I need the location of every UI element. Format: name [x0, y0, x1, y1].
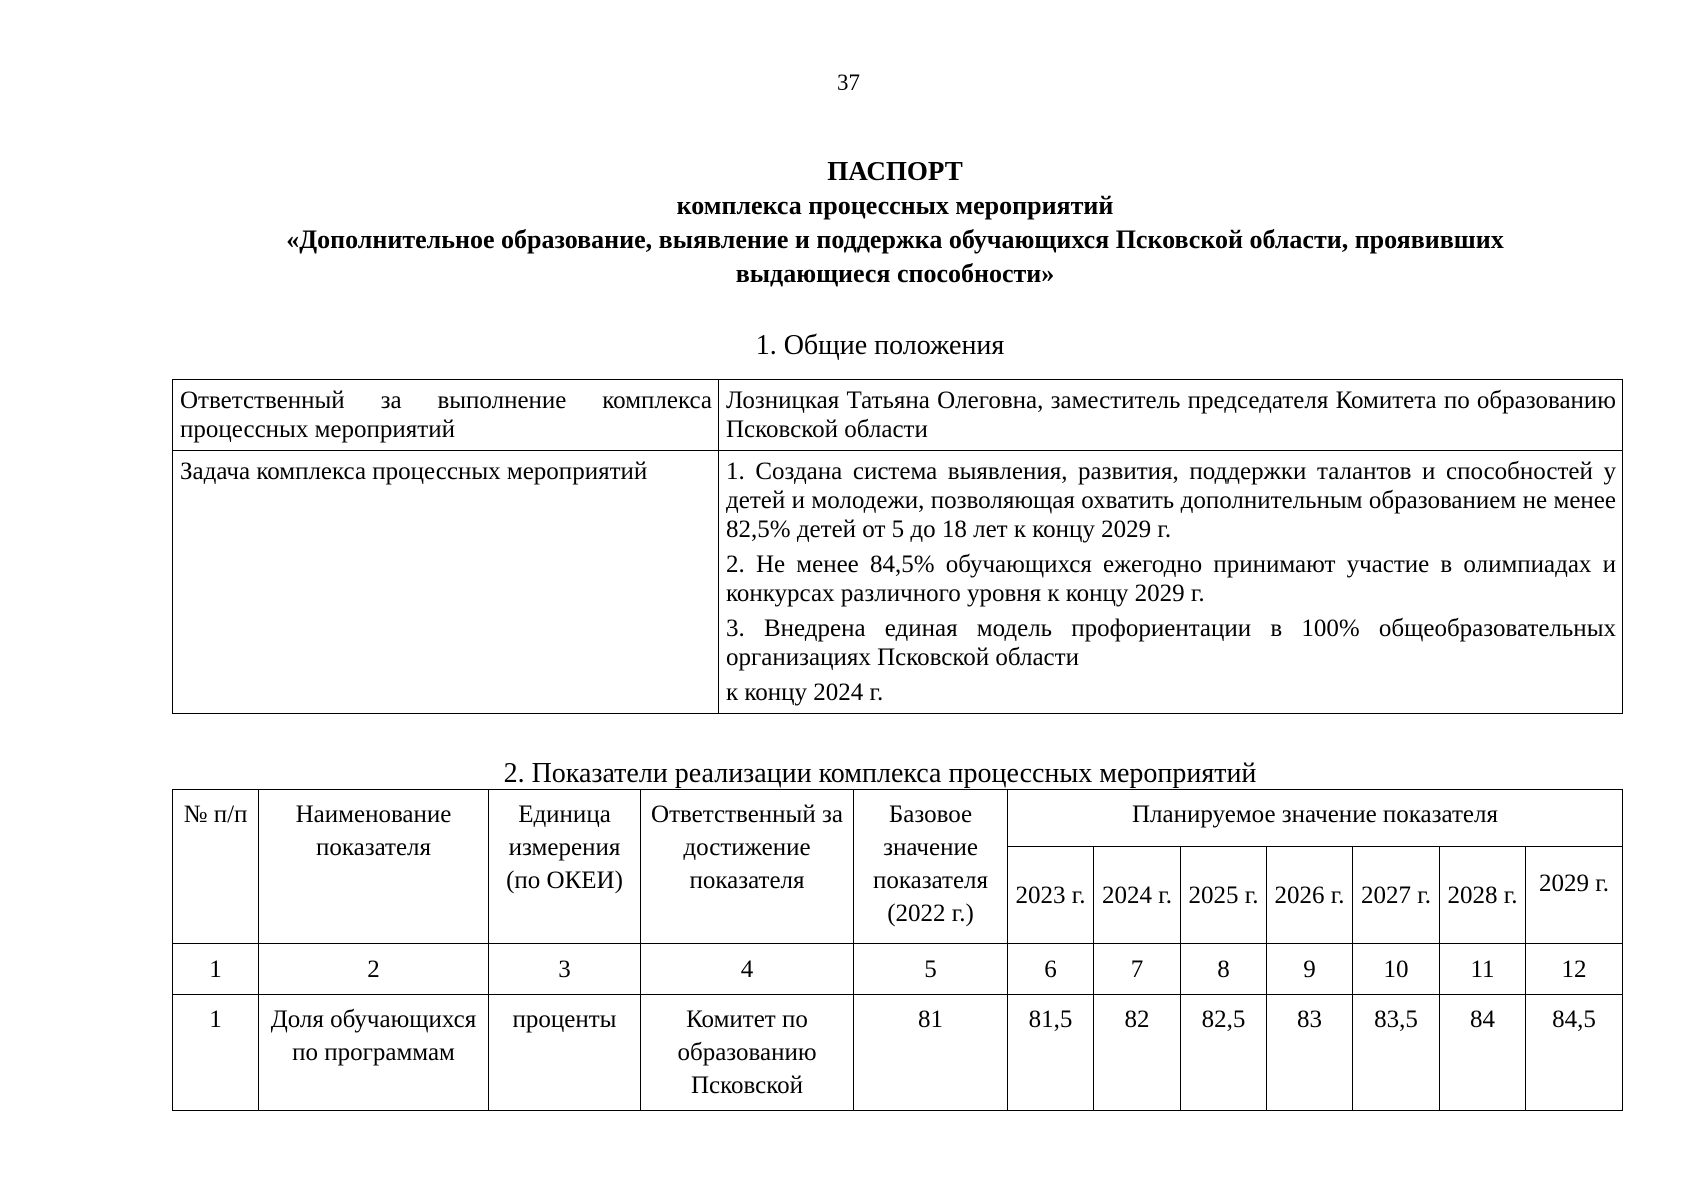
header-base: Базовое значение показателя (2022 г.)	[854, 790, 1008, 944]
header-year: 2024 г.	[1094, 847, 1181, 944]
column-number-row	[173, 944, 1623, 995]
section-1-heading: 1. Общие положения	[755, 330, 1005, 361]
general-provisions-table	[172, 379, 1623, 714]
column-number: 8	[1181, 944, 1267, 995]
header-year: 2028 г.	[1440, 847, 1526, 944]
task-items	[719, 451, 1623, 714]
row-planned-value: 81,5	[1008, 995, 1094, 1111]
title-subtitle: комплекса процессных мероприятий	[676, 191, 1114, 220]
header-unit: Единица измерения (по ОКЕИ)	[489, 790, 641, 944]
task-item: к концу 2024 г.	[726, 679, 884, 706]
table-row	[173, 451, 1623, 714]
header-responsible: Ответственный за достижение показателя	[641, 790, 854, 944]
row-unit: проценты	[489, 995, 641, 1111]
header-year: 2029 г.	[1526, 847, 1623, 944]
header-row	[173, 790, 1623, 847]
column-number: 7	[1094, 944, 1181, 995]
table-row	[173, 995, 1623, 1111]
column-number: 4	[641, 944, 854, 995]
row-num: 1	[173, 995, 259, 1111]
title-main: ПАСПОРТ	[827, 156, 963, 186]
task-item: 2. Не менее 84,5% обучающихся ежегодно принимают участие в олимпиадах и конкурсах различного уровня к концу 2029 г.	[726, 551, 1616, 607]
column-number: 10	[1353, 944, 1440, 995]
responsible-label: Ответственный за выполнение комплекса процессных мероприятий	[173, 380, 719, 451]
task-item: 1. Создана система выявления, развития, поддержки талантов и способностей у детей и молодежи, позволяющая охватить дополнительным образованием не менее 82,5% детей от 5 до 18 лет к концу 2029 г.	[726, 458, 1616, 543]
responsible-value: Лозницкая Татьяна Олеговна, заместитель председателя Комитета по образованию Псковской области	[719, 380, 1623, 451]
column-number: 6	[1008, 944, 1094, 995]
header-year: 2026 г.	[1267, 847, 1353, 944]
table-row	[173, 380, 1623, 451]
row-planned-value: 83,5	[1353, 995, 1440, 1111]
title-name-line-1: «Дополнительное образование, выявление и поддержка обучающихся Псковской области, проявивших	[286, 225, 1504, 254]
column-number: 3	[489, 944, 641, 995]
column-number: 12	[1526, 944, 1623, 995]
indicators-table	[172, 789, 1623, 1111]
row-planned-value: 83	[1267, 995, 1353, 1111]
task-item: 3. Внедрена единая модель профориентации в 100% общеобразовательных организациях Псковской области	[726, 615, 1616, 671]
page-number: 37	[837, 70, 860, 95]
header-year: 2025 г.	[1181, 847, 1267, 944]
header-year: 2023 г.	[1008, 847, 1094, 944]
row-planned-value: 84	[1440, 995, 1526, 1111]
column-number: 5	[854, 944, 1008, 995]
column-number: 2	[259, 944, 489, 995]
header-year: 2027 г.	[1353, 847, 1440, 944]
header-planned: Планируемое значение показателя	[1008, 790, 1623, 847]
row-base-value: 81	[854, 995, 1008, 1111]
title-name-line-2: выдающиеся способности»	[735, 259, 1055, 288]
task-label: Задача комплекса процессных мероприятий	[173, 451, 719, 714]
row-responsible: Комитет по образованию Псковской	[641, 995, 854, 1111]
column-number: 9	[1267, 944, 1353, 995]
column-number: 1	[173, 944, 259, 995]
row-planned-value: 82	[1094, 995, 1181, 1111]
section-2-heading: 2. Показатели реализации комплекса процессных мероприятий	[503, 758, 1257, 789]
row-name: Доля обучающихся по программам	[259, 995, 489, 1111]
header-num: № п/п	[173, 790, 259, 944]
column-number: 11	[1440, 944, 1526, 995]
header-name: Наименование показателя	[259, 790, 489, 944]
row-planned-value: 84,5	[1526, 995, 1623, 1111]
document-title	[150, 154, 1640, 291]
row-planned-value: 82,5	[1181, 995, 1267, 1111]
